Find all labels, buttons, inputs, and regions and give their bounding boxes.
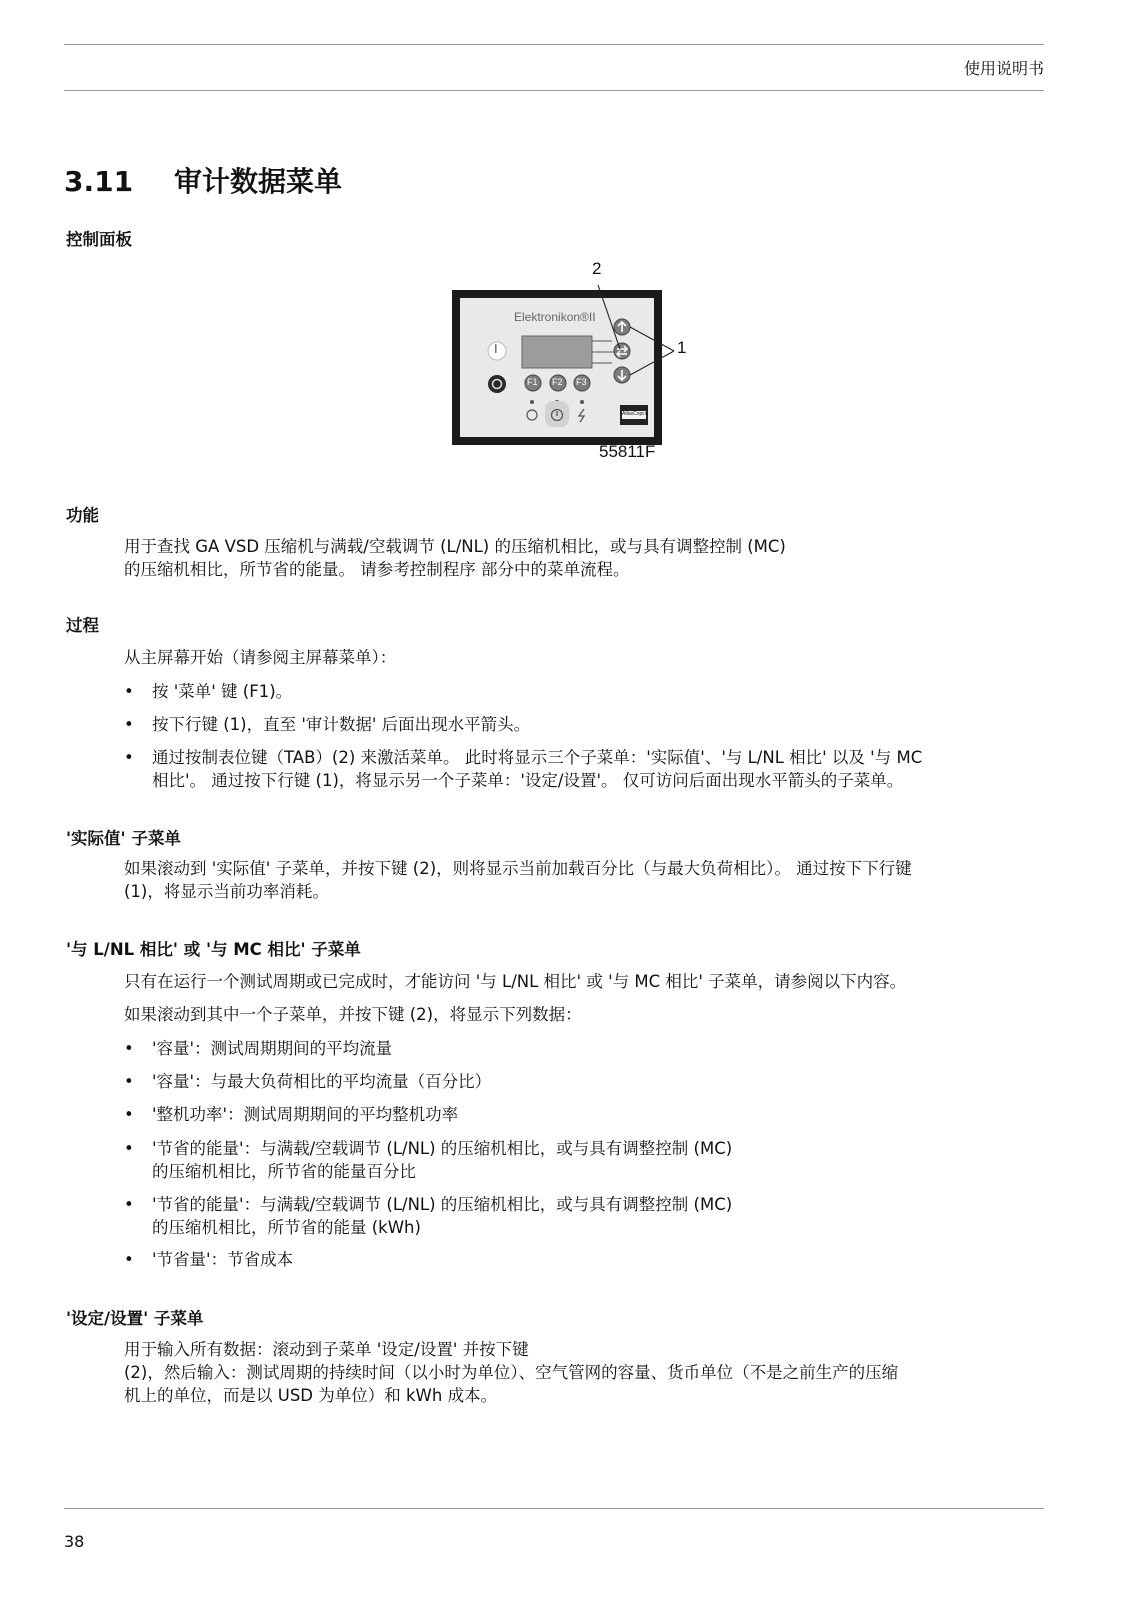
- atlas-copco-logo: AtlasCopco: [622, 411, 648, 417]
- brand-text: Elektronikon®II: [514, 310, 596, 324]
- compare-heading: '与 L/NL 相比' 或 '与 MC 相比' 子菜单: [66, 940, 361, 959]
- setup-text: 用于输入所有数据：滚动到子菜单 '设定/设置' 并按下键 (2)，然后输入：测试周期的持续时间（以小时为单位）、空气管网的容量、货币单位（不是之前生产的压缩 机上的单位，而是以 USD 为单位）和 kWh 成本。: [124, 1340, 899, 1405]
- actual-values-heading: '实际值' 子菜单: [66, 829, 181, 848]
- header-bottom-rule: [64, 90, 1044, 91]
- page-number: 38: [64, 1532, 85, 1551]
- actual-values-text: 如果滚动到 '实际值' 子菜单，并按下键 (2)，则将显示当前加载百分比（与最大负荷相比）。 通过按下下行键 (1)，将显示当前功率消耗。: [124, 859, 912, 901]
- f2-label: F2: [552, 377, 563, 387]
- compare-text-2: 如果滚动到其中一个子菜单，并按下键 (2)，将显示下列数据：: [124, 1005, 582, 1024]
- f1-label: F1: [527, 377, 538, 387]
- key-i-label: I: [494, 341, 498, 356]
- footer-rule: [64, 1508, 1044, 1509]
- led: [580, 400, 584, 404]
- procedure-intro: 从主屏幕开始（请参阅主屏幕菜单）：: [124, 648, 397, 667]
- control-panel-figure: [452, 259, 692, 480]
- compare-text-1: 只有在运行一个测试周期或已完成时，才能访问 '与 L/NL 相比' 或 '与 MC 相比' 子菜单，请参阅以下内容。: [124, 972, 907, 991]
- control-panel-drawing: [452, 265, 692, 480]
- figure-id: 55811F: [599, 442, 656, 461]
- header-top-rule: [64, 44, 1044, 45]
- list-item: • '整机功率'：测试周期期间的平均整机功率: [124, 1105, 459, 1124]
- list-item: • 通过按制表位键（TAB）(2) 来激活菜单。 此时将显示三个子菜单：'实际值'、'与 L/NL 相比' 以及 '与 MC 相比'。 通过按下行键 (1)，将显示另一个子菜单：'设定/设置'。 仅可访问后面出现水平箭头的子菜单。: [124, 748, 923, 790]
- list-item: • '节省量'：节省成本: [124, 1250, 294, 1269]
- section-title-text: 审计数据菜单: [174, 165, 343, 198]
- list-item: • '容量'：与最大负荷相比的平均流量（百分比）: [124, 1072, 492, 1091]
- procedure-heading: 过程: [66, 616, 99, 635]
- list-item: • 按 '菜单' 键 (F1)。: [124, 682, 293, 701]
- list-item: • '节省的能量'：与满载/空载调节 (L/NL) 的压缩机相比，或与具有调整控制 (MC) 的压缩机相比，所节省的能量百分比: [124, 1139, 733, 1181]
- list-item: • 按下行键 (1)，直至 '审计数据' 后面出现水平箭头。: [124, 715, 531, 734]
- tab-key: [614, 343, 630, 359]
- callout-1-label: 1: [677, 338, 687, 357]
- stop-key: [488, 375, 506, 393]
- led: [530, 400, 534, 404]
- callout-2-label: 2: [592, 259, 602, 278]
- function-heading: 功能: [66, 506, 99, 525]
- section-title: [64, 160, 342, 200]
- setup-heading: '设定/设置' 子菜单: [66, 1309, 204, 1328]
- header-title: 使用说明书: [963, 59, 1044, 78]
- list-item: • '节省的能量'：与满载/空载调节 (L/NL) 的压缩机相比，或与具有调整控制 (MC) 的压缩机相比，所节省的能量 (kWh): [124, 1195, 733, 1237]
- f3-label: F3: [576, 377, 587, 387]
- function-text: 用于查找 GA VSD 压缩机与满载/空载调节 (L/NL) 的压缩机相比，或与具有调整控制 (MC) 的压缩机相比，所节省的能量。 请参考控制程序 部分中的菜单流程。: [124, 537, 786, 579]
- lcd-display: [522, 336, 592, 368]
- list-item: • '容量'：测试周期期间的平均流量: [124, 1039, 393, 1058]
- section-number: 3.11: [64, 165, 134, 198]
- control-panel-heading: 控制面板: [66, 230, 132, 249]
